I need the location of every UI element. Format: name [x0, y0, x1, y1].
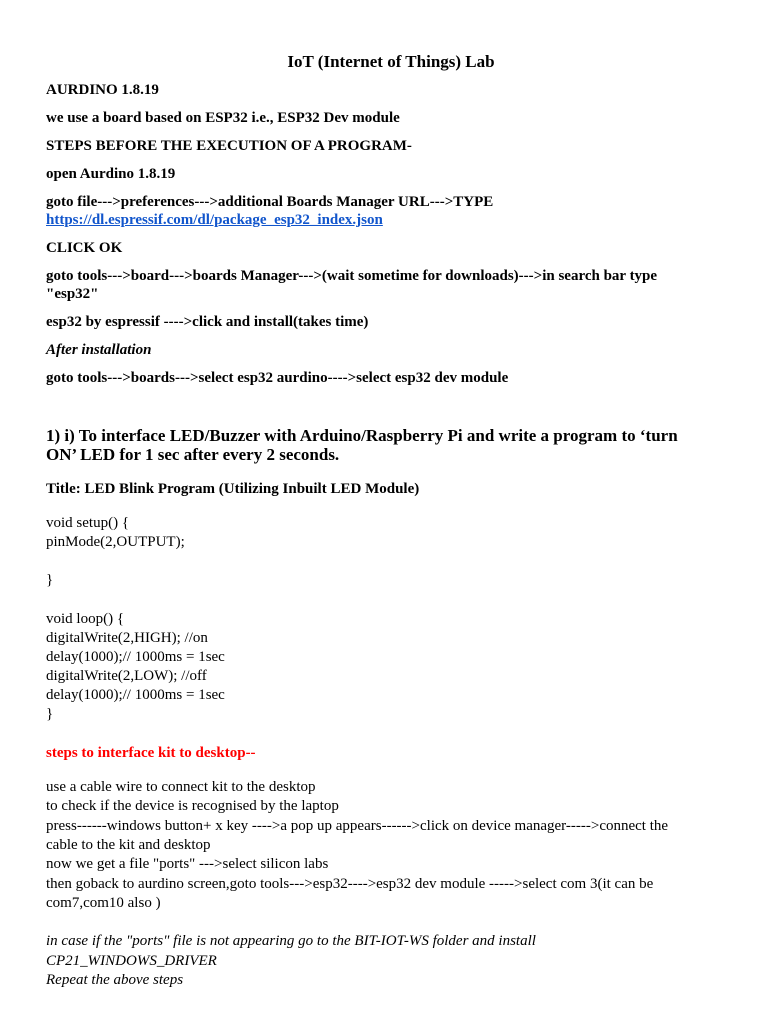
- click-ok-instruction: CLICK OK: [46, 240, 123, 256]
- steps-heading: STEPS BEFORE THE EXECUTION OF A PROGRAM-: [46, 138, 412, 154]
- boards-url-line: [46, 211, 383, 230]
- install-instruction: esp32 by espressif ---->click and install(takes time): [46, 314, 369, 330]
- note-line: CP21_WINDOWS_DRIVER: [46, 953, 217, 969]
- code-line: }: [46, 572, 54, 588]
- search-term: "esp32": [46, 286, 99, 302]
- code-line: pinMode(2,OUTPUT);: [46, 534, 185, 550]
- aurdino-version: AURDINO 1.8.19: [46, 82, 159, 98]
- kit-step: cable to the kit and desktop: [46, 837, 211, 853]
- kit-step: to check if the device is recognised by the laptop: [46, 798, 339, 814]
- code-line: void setup() {: [46, 515, 130, 531]
- kit-step: then goback to aurdino screen,goto tools--->esp32---->esp32 dev module ----->select com 3(it can be: [46, 876, 654, 892]
- code-line: delay(1000);// 1000ms = 1sec: [46, 649, 225, 665]
- code-line: digitalWrite(2,LOW); //off: [46, 668, 207, 684]
- note-line: in case if the "ports" file is not appearing go to the BIT-IOT-WS folder and install: [46, 933, 536, 949]
- after-installation-label: After installation: [46, 342, 152, 358]
- kit-step: com7,com10 also ): [46, 895, 161, 911]
- question-line-2: ON’ LED for 1 sec after every 2 seconds.: [46, 445, 340, 464]
- code-line: }: [46, 706, 54, 722]
- page-title: IoT (Internet of Things) Lab: [287, 52, 495, 71]
- program-title: Title: LED Blink Program (Utilizing Inbuilt LED Module): [46, 481, 420, 497]
- boards-manager-instruction: goto tools--->board--->boards Manager--->(wait sometime for downloads)--->in search bar type: [46, 268, 658, 284]
- question-line-1: 1) i) To interface LED/Buzzer with Arduino/Raspberry Pi and write a program to ‘turn: [46, 426, 678, 445]
- board-description: we use a board based on ESP32 i.e., ESP32 Dev module: [46, 110, 400, 126]
- code-line: void loop() {: [46, 611, 125, 627]
- open-instruction: open Aurdino 1.8.19: [46, 166, 176, 182]
- select-board-instruction: goto tools--->boards--->select esp32 aurdino---->select esp32 dev module: [46, 370, 509, 386]
- code-line: delay(1000);// 1000ms = 1sec: [46, 687, 225, 703]
- kit-step: press------windows button+ x key ---->a pop up appears------>click on device manager----->connect the: [46, 818, 669, 834]
- boards-manager-url-link[interactable]: https://dl.espressif.com/dl/package_esp32_index.json: [46, 212, 383, 228]
- kit-interface-heading: steps to interface kit to desktop--: [46, 745, 256, 761]
- preferences-instruction: goto file--->preferences--->additional Boards Manager URL--->TYPE: [46, 194, 494, 210]
- kit-step: now we get a file "ports" --->select silicon labs: [46, 856, 329, 872]
- note-line: Repeat the above steps: [46, 972, 184, 988]
- code-line: digitalWrite(2,HIGH); //on: [46, 630, 208, 646]
- kit-step: use a cable wire to connect kit to the desktop: [46, 779, 316, 795]
